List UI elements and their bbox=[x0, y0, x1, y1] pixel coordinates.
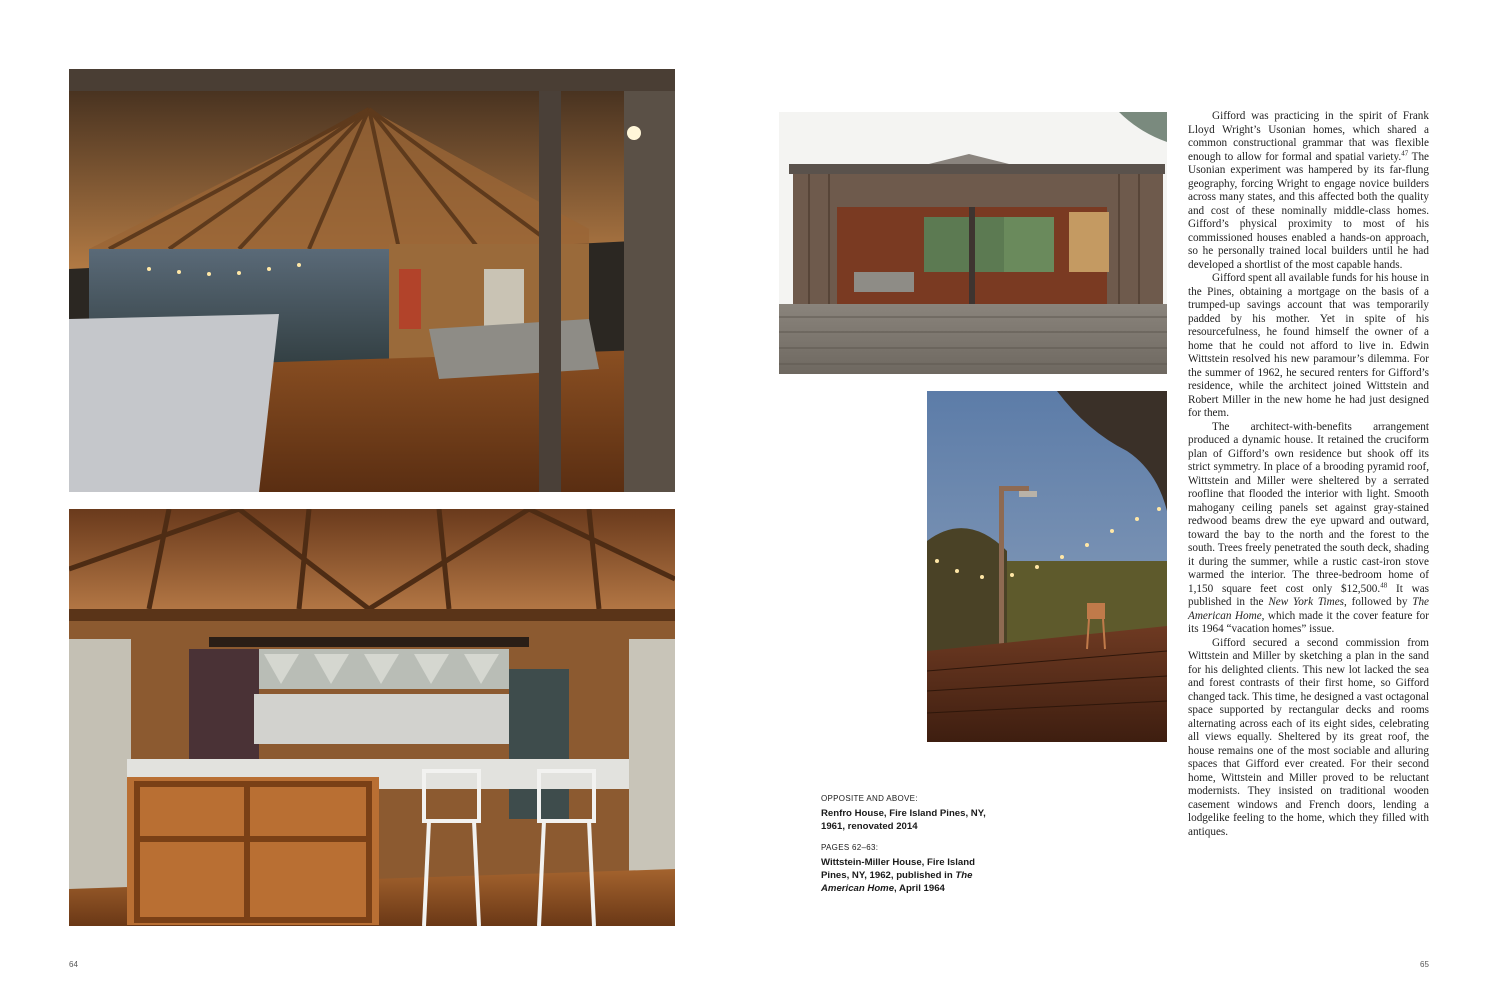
caption-text-pages: Wittstein-Miller House, Fire Island Pines, NY, 1962, published in The American Home, April 1964 bbox=[821, 857, 975, 894]
body-text-column bbox=[1188, 110, 1429, 839]
caption-label-opposite: OPPOSITE AND ABOVE: bbox=[821, 794, 918, 803]
footnote-ref: 48 bbox=[1380, 580, 1388, 589]
kitchen-photo bbox=[69, 509, 675, 926]
body-paragraph: Gifford was practicing in the spirit of Frank Lloyd Wright’s Usonian homes, which shared a common constructional grammar that was flexible enough to allow for formal and spatial variety.$^{47}$ The Usonian experiment was hampered by its far-flung geography, forcing Wright to engage novice builders across many states, and this affected both the quality and cost of these nominally middle-class homes. Gifford’s physical proximity to most of his commissioned houses enabled a hands-on approach, so he personally trained local builders until he had developed a shortlist of the most capable hands. bbox=[1188, 110, 1429, 271]
page-number-right: 65 bbox=[1420, 960, 1429, 969]
page-number-left: 64 bbox=[69, 960, 78, 969]
body-paragraph: Gifford spent all available funds for his house in the Pines, obtaining a mortgage on the basis of a trumped-up savings account that was temporarily padded by his mother. Yet in spite of his resourcefulness, he found himself the owner of a home that he could not afford to live in. Edwin Wittstein resolved his new paramour’s dilemma. For the summer of 1962, he secured renters for Gifford’s residence, while the architect joined Wittstein and Robert Miller in the new home he had just designed for them. bbox=[1188, 272, 1429, 419]
house-facade-deck-photo bbox=[779, 112, 1167, 374]
interior-living-room-photo bbox=[69, 69, 675, 492]
outdoor-shower-deck-photo bbox=[927, 391, 1167, 742]
photo-captions bbox=[821, 792, 1001, 903]
footnote-ref: 47 bbox=[1401, 148, 1409, 157]
caption-label-pages: PAGES 62–63: bbox=[821, 843, 879, 852]
body-paragraph: The architect-with-benefits arrangement produced a dynamic house. It retained the cruciform plan of Gifford’s own residence but shook off its strict symmetry. In place of a brooding pyramid roof, Wittstein and Miller were sheltered by a serrated roofline that flooded the interior with light. Smooth mahogany ceiling panels set against gray-stained redwood beams drew the eye upward and outward, toward the bay to the north and the forest to the south. Trees freely penetrated the south deck, shading it during the summer, while a rustic cast-iron stove warmed the interior. The three-bedroom home of 1,150 square feet cost only $12,500.48 It was published in the New York Times, followed by The American Home, which made it the cover feature for its 1964 “vacation homes” issue. bbox=[1188, 420, 1430, 635]
caption-text-opposite: Renfro House, Fire Island Pines, NY, 1961, renovated 2014 bbox=[821, 808, 986, 832]
body-paragraph: Gifford secured a second commission from Wittstein and Miller by sketching a plan in the sand for his delighted clients. This new lot lacked the sea and forest contrasts of their first home, so Gifford changed tack. This time, he designed a vast octagonal space supported by rectangular decks and rooms alternating across each of its eight sides, celebrating all views equally. Sheltered by its great roof, the house remains one of the most sociable and alluring spaces that Gifford ever created. For their second home, Wittstein and Miller proved to be reluctant modernists. They insisted on traditional wooden casement windows and French doors, lending a lodgelike feeling to the home, which they filled with antiques. bbox=[1188, 636, 1429, 838]
